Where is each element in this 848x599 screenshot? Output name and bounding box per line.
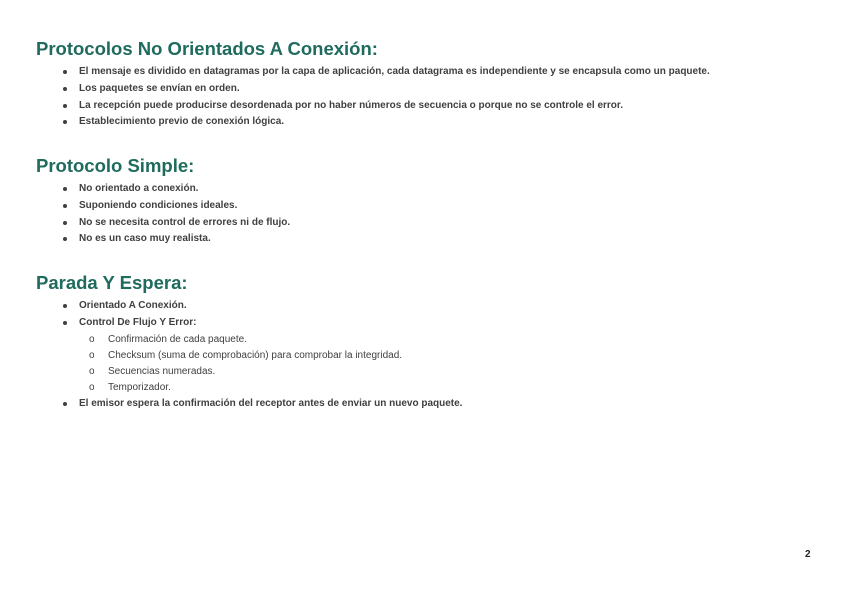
circle-bullet-icon: o: [89, 349, 95, 361]
list-item: [36, 231, 816, 248]
sub-list-item-text: Checksum (suma de comprobación) para comprobar la integridad.: [108, 349, 403, 361]
bullet-icon: [63, 402, 67, 406]
list-item-text: Orientado A Conexión.: [79, 300, 187, 311]
list-item-text: Suponiendo condiciones ideales.: [79, 199, 238, 211]
list-item: [36, 64, 816, 81]
bullet-icon: [63, 204, 67, 208]
bullet-icon: [63, 87, 67, 91]
bullet-list: [36, 298, 816, 412]
section-protocolo-simple: [36, 155, 816, 248]
bullet-icon: [63, 120, 67, 124]
list-item: [36, 215, 816, 232]
bullet-icon: [63, 237, 67, 241]
page-number: 2: [805, 549, 811, 560]
list-item: [36, 198, 816, 215]
list-item-text: No es un caso muy realista.: [79, 233, 211, 245]
list-item: [36, 181, 816, 198]
circle-bullet-icon: o: [89, 365, 95, 377]
list-item: [36, 315, 816, 332]
bullet-icon: [63, 70, 67, 74]
circle-bullet-icon: o: [89, 333, 95, 345]
bullet-icon: [63, 104, 67, 108]
list-item-text: Control De Flujo Y Error:: [79, 316, 197, 328]
sub-list-item-text: Temporizador.: [108, 381, 171, 393]
sub-list-item: [36, 332, 816, 348]
bullet-icon: [63, 304, 67, 308]
section-heading: Protocolo Simple:: [36, 155, 195, 176]
bullet-icon: [63, 321, 67, 325]
sub-list-item-text: Secuencias numeradas.: [108, 365, 216, 377]
list-item-text: No orientado a conexión.: [79, 183, 199, 194]
list-item-text: Establecimiento previo de conexión lógica.: [79, 116, 285, 128]
sub-list-item-text: Confirmación de cada paquete.: [108, 333, 247, 345]
sub-list-container: [36, 332, 816, 396]
bullet-list: [36, 181, 816, 248]
bullet-icon: [63, 221, 67, 225]
bullet-list: [36, 64, 816, 131]
section-heading: Parada Y Espera:: [36, 272, 188, 293]
section-protocolos-no-orientados: [36, 38, 816, 131]
list-item-text: La recepción puede producirse desordenada por no haber números de secuencia o porque no se controle el error.: [79, 99, 624, 111]
circle-bullet-icon: o: [89, 381, 95, 393]
sub-bullet-list: [36, 332, 816, 396]
list-item-text: No se necesita control de errores ni de flujo.: [79, 216, 291, 228]
bullet-icon: [63, 187, 67, 191]
list-item: [36, 81, 816, 98]
sub-list-item: [36, 348, 816, 364]
list-item: [36, 396, 816, 413]
list-item: [36, 298, 816, 315]
section-heading: Protocolos No Orientados A Conexión:: [36, 38, 378, 59]
list-item: [36, 98, 816, 115]
sub-list-item: [36, 364, 816, 380]
list-item-text: Los paquetes se envían en orden.: [79, 82, 240, 94]
sub-list-item: [36, 380, 816, 396]
list-item: [36, 114, 816, 131]
section-parada-y-espera: [36, 272, 816, 412]
list-item-text: El mensaje es dividido en datagramas por la capa de aplicación, cada datagrama es independiente y se encapsula como un paquete.: [79, 66, 710, 77]
list-item-text: El emisor espera la confirmación del receptor antes de enviar un nuevo paquete.: [79, 397, 463, 409]
